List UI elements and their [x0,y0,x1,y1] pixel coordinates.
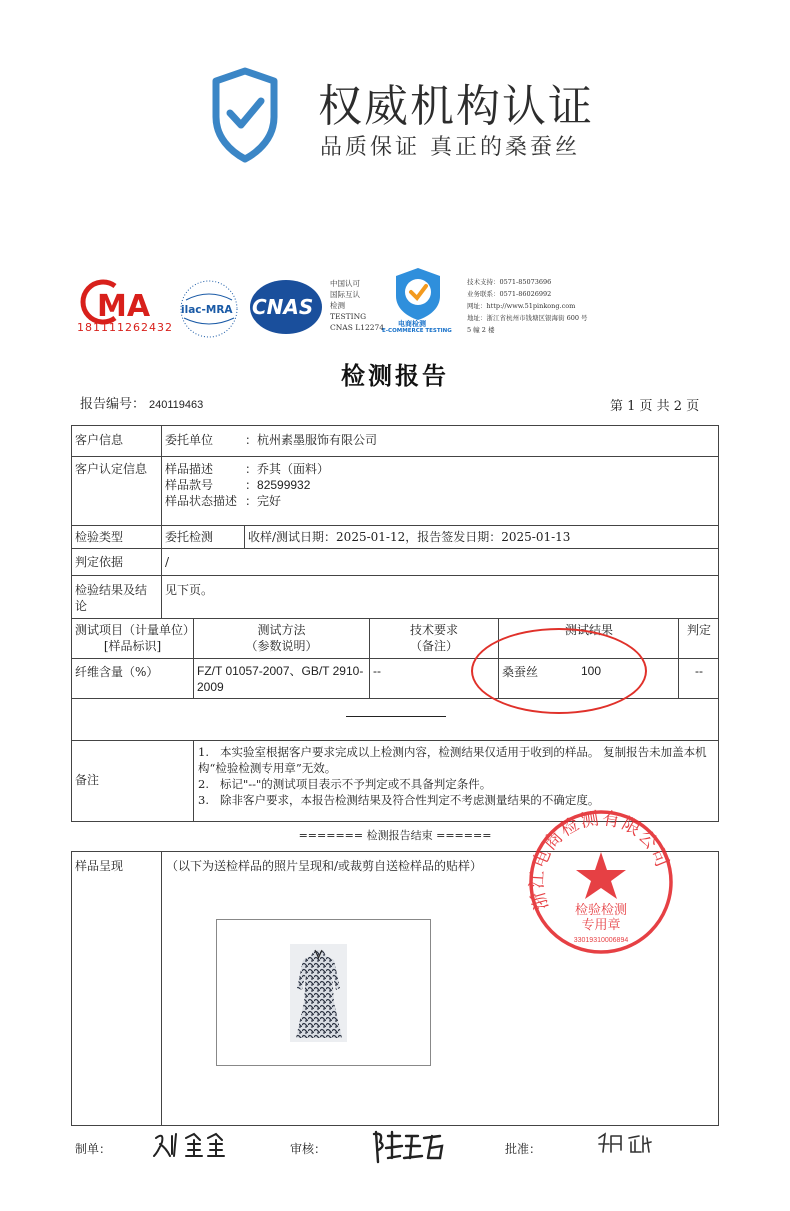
remarks-text: 1. 本实验室根据客户要求完成以上检测内容，检测结果仅适用于收到的样品。 复制报告未加盖本机构“检验检测专用章”无效。 2. 标记"--"的测试项目表示不予判定或不具备判定条件。 3. 除非客户要求，本报告检测结果及符合性判定不考虑测量结果的不确定度。 [198,745,707,807]
client-value: ：杭州素墨服饰有限公司 [245,433,378,447]
reviewed-by-signature [370,1128,445,1164]
accreditation-logos [0,260,790,350]
table-row [72,426,718,457]
sample-note: （以下为送检样品的照片呈现和/或裁剪自送检样品的贴样） [166,859,483,873]
ilac-mra-logo [178,278,240,340]
basis-value: / [165,555,170,569]
ecommerce-label: 电商检测 [398,320,426,328]
shield-check-icon [210,65,280,165]
table-row [72,526,718,549]
report-number: 报告编号： 240119463 [80,397,204,412]
basis-label: 判定依据 [75,555,124,569]
table-row [72,549,718,576]
header-judge: 判定 [686,623,711,637]
cnas-logo [248,278,324,336]
seal-inner-line-1: 检验检测 [574,903,628,918]
header-requirement: 技术要求 （备注） [409,623,458,653]
header-item: 测试项目（计量单位） [样品标识] [75,623,196,653]
result-highlight-circle [471,628,647,714]
page-info: 第 1 页 共 2 页 [610,399,700,414]
fiber-label: 纤维含量（%） [75,665,159,679]
report-end-line: ======= 检测报告结束 ====== [298,829,492,842]
banner [0,0,790,180]
seal-inner-line-2: 专用章 [581,918,621,933]
approved-by-label: 批准： [505,1142,542,1156]
fiber-requirement: -- [373,664,381,678]
ecommerce-testing-logo [388,264,448,326]
header-result: 测试结果 [564,623,613,637]
header-method: 测试方法 （参数说明） [245,623,318,653]
remarks-label: 备注 [75,773,100,787]
seal-ring-text: 浙江电商检测有限公司 [527,808,674,913]
cma-text: MA [97,289,151,324]
report-table [71,425,719,822]
ecommerce-label-en: E-COMMERCE TESTING [382,328,452,334]
seal-number: 3301931000689​4 [573,937,629,944]
customer-confirm-label: 客户认定信息 [75,462,148,476]
client-label: 委托单位 [165,433,214,447]
fiber-method: FZ/T 01057-2007、GB/T 2910-2009 [197,664,364,694]
accreditation-text: 中国认可 国际互认 检测 TESTING CNAS L12274 [330,279,385,332]
customer-info-label: 客户信息 [75,433,124,447]
table-row-empty [72,699,718,741]
contact-info: 技术支持：0571-85073696 业务联系：0571-86026992 网址：http://www.51pinkong.com 地址：浙江省杭州市钱塘区银海街 600 号 5 幢 2 楼 [467,278,588,334]
banner-title: 权威机构认证 [318,81,594,132]
fiber-result-name: 桑蚕丝 [502,665,539,679]
cma-number: 181111262432 [77,321,173,334]
dates-value: 收样/测试日期：2025-01-12，报告签发日期：2025-01-13 [248,530,571,544]
seal-star-icon [576,852,626,899]
prepared-by-label: 制单： [75,1142,112,1156]
fiber-result-value: 100 [581,664,602,678]
dress-photo [290,944,347,1042]
sample-label: 样品呈现 [75,859,124,873]
fiber-judge: -- [695,664,703,678]
prepared-by-signature [150,1128,230,1162]
test-type-label: 检验类型 [75,530,124,544]
table-row [72,457,718,526]
table-row [72,576,718,619]
sample-values: ：乔其（面料） ：82599932 ：完好 [245,462,330,508]
cnas-text: CNAS [252,295,314,319]
reviewed-by-label: 审核： [290,1142,327,1156]
banner-subtitle: 品质保证 真正的桑蚕丝 [320,135,580,160]
ilac-text: ilac-MRA [181,304,233,316]
conclusion-value: 见下页。 [165,583,214,597]
official-seal-stamp [527,808,675,956]
sample-labels: 样品描述 样品款号 样品状态描述 [165,462,238,508]
divider [346,716,446,717]
test-type-value: 委托检测 [165,530,214,544]
conclusion-label: 检验结果及结论 [75,583,148,613]
report-title: 检测报告 [341,361,449,390]
approved-by-signature [595,1128,655,1158]
